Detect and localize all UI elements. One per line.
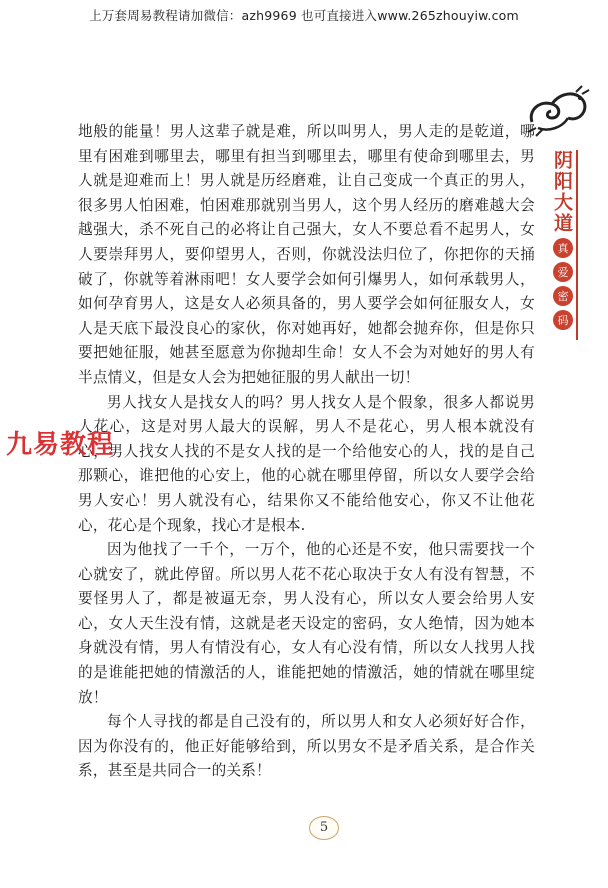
sidebar-sub-char: 真 <box>553 238 573 258</box>
sidebar-rule <box>576 150 578 340</box>
sidebar-sub-char: 爱 <box>553 262 573 282</box>
sidebar-subtitle <box>550 238 576 330</box>
paragraph: 每个人寻找的都是自己没有的，所以男人和女人必须好好合作，因为你没有的，他正好能够给到，所以男女不是矛盾关系，是合作关系，甚至是共同合一的关系！ <box>78 713 535 780</box>
paragraph: 地般的能量！男人这辈子就是难，所以叫男人，男人走的是乾道，哪里有困难到哪里去，哪里有担当到哪里去，哪里有使命到哪里去，男人就是迎难而上！男人就是历经磨难，让自己变成一个真正的男人，很多男人怕困难，怕困难那就别当男人，这个男人经历的磨难越大会越强大，杀不死自己的必将让自己强大，女人不要总看不起男人，女人要崇拜男人，要仰望男人，否则，你就没法归位了，你把你的天捅破了，你就等着淋雨吧！女人要学会如何引爆男人，如何承载男人，如何孕育男人，这是女人必须具备的，男人要学会如何征服女人，女人是天底下最没良心的家伙，你对她再好，她都会抛弃你，但是你只要把她征服，她甚至愿意为你抛却生命！女人不会为对她好的男人有半点情义，但是女人会为把她征服的男人献出一切！ <box>78 123 535 386</box>
sidebar-sub-char: 密 <box>553 286 573 306</box>
header-promo-text: 上万套周易教程请加微信：azh9969 也可直接进入www.265zhouyiw.com <box>89 8 519 23</box>
sidebar-sub-char: 码 <box>553 310 573 330</box>
body-text <box>78 120 535 784</box>
paragraph: 男人找女人是找女人的吗？男人找女人是个假象，很多人都说男人花心，这是对男人最大的误解，男人不是花心，男人根本就没有心，男人找女人找的不是女人找的是一个给他安心的人，找的是自己那颗心，谁把他的心安上，他的心就在哪里停留，所以女人要学会给男人安心！男人就没有心，结果你又不能给他安心，你又不让他花心，花心是个现象，找心才是根本. <box>78 393 535 534</box>
sidebar-title: 阴阳大道 <box>551 150 573 234</box>
paragraph: 因为他找了一千个，一万个，他的心还是不安，他只需要找一个心就安了，就此停留。所以男人花不花心取决于女人有没有智慧，不要怪男人了，都是被逼无奈，男人没有心，所以女人要会给男人安心，女人天生没有情，这就是老天设定的密码，女人绝情，因为她本身就没有情，男人有情没有心，女人有心没有情，所以女人找男人找的是谁能把她的情激活的人，谁能把她的情激活，她的情就在哪里绽放！ <box>78 541 535 706</box>
page-number: 5 <box>309 816 339 840</box>
watermark-logo: 九易教程 <box>6 430 115 460</box>
